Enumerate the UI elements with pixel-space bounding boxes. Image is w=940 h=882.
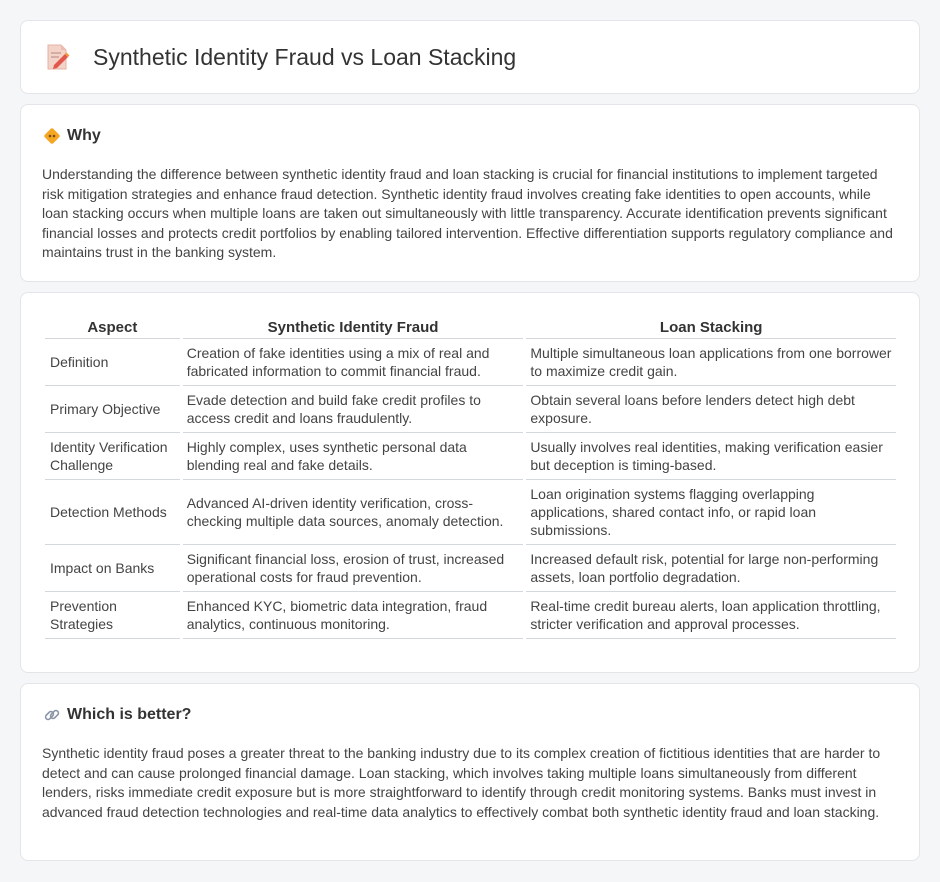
why-heading: Why	[67, 127, 101, 144]
stacking-cell: Multiple simultaneous loan applications from one borrower to maximize credit gain.	[526, 339, 896, 386]
synthetic-cell: Advanced AI-driven identity verification, cross-checking multiple data sources, anomaly detection.	[183, 480, 524, 545]
aspect-cell: Detection Methods	[45, 480, 180, 545]
column-header: Synthetic Identity Fraud	[183, 315, 524, 339]
better-heading: Which is better?	[67, 706, 192, 723]
stacking-cell: Loan origination systems flagging overlapping applications, shared contact info, or rapid loan submissions.	[526, 480, 896, 545]
diamond-warning-icon	[43, 127, 61, 145]
title-row	[45, 43, 516, 71]
stacking-cell: Obtain several loans before lenders detect high debt exposure.	[526, 386, 896, 433]
aspect-cell: Identity Verification Challenge	[45, 433, 180, 480]
page-title: Synthetic Identity Fraud vs Loan Stacking	[93, 43, 517, 70]
synthetic-cell: Enhanced KYC, biometric data integration, fraud analytics, continuous monitoring.	[183, 592, 524, 639]
why-heading-row	[43, 127, 101, 145]
table-row	[45, 592, 896, 639]
column-header: Loan Stacking	[526, 315, 896, 339]
which-is-better-section	[20, 683, 920, 861]
link-icon	[43, 706, 61, 724]
table-header-row	[45, 315, 896, 339]
aspect-cell: Prevention Strategies	[45, 592, 180, 639]
table-row	[45, 480, 896, 545]
better-text: Synthetic identity fraud poses a greater threat to the banking industry due to its complex creation of fictitious identities that are harder to detect and can cause prolonged financial damage. Loan stacking, which involves taking multiple loans simultaneously from different lenders, risks immediate credit exposure but is more straightforward to identify through credit monitoring systems. Banks must invest in advanced fraud detection technologies and real-time data analytics to effectively combat both synthetic identity fraud and loan stacking.	[42, 745, 881, 820]
synthetic-cell: Significant financial loss, erosion of trust, increased operational costs for fraud prevention.	[183, 545, 524, 592]
stacking-cell: Increased default risk, potential for large non-performing assets, loan portfolio degradation.	[526, 545, 896, 592]
aspect-cell: Definition	[45, 339, 180, 386]
table-row	[45, 433, 896, 480]
better-heading-row	[43, 706, 191, 724]
column-header: Aspect	[45, 315, 180, 339]
comparison-table	[42, 315, 899, 639]
table-row	[45, 545, 896, 592]
document-pencil-icon	[45, 43, 71, 71]
why-text: Understanding the difference between synthetic identity fraud and loan stacking is crucial for financial institutions to implement targeted risk mitigation strategies and enhance fraud detection. Synthetic identity fraud involves creating fake identities to open accounts, while loan stacking occurs when multiple loans are taken out simultaneously with little transparency. Accurate identification prevents significant financial losses and protects credit portfolios by enabling tailored intervention. Effective differentiation supports regulatory compliance and maintains trust in the banking system.	[42, 166, 893, 260]
why-section	[20, 104, 920, 282]
synthetic-cell: Highly complex, uses synthetic personal data blending real and fake details.	[183, 433, 524, 480]
table-row	[45, 386, 896, 433]
aspect-cell: Impact on Banks	[45, 545, 180, 592]
aspect-cell: Primary Objective	[45, 386, 180, 433]
synthetic-cell: Creation of fake identities using a mix of real and fabricated information to commit financial fraud.	[183, 339, 524, 386]
comparison-section	[20, 292, 920, 673]
stacking-cell: Real-time credit bureau alerts, loan application throttling, stricter verification and approval processes.	[526, 592, 896, 639]
synthetic-cell: Evade detection and build fake credit profiles to access credit and loans fraudulently.	[183, 386, 524, 433]
table-row	[45, 339, 896, 386]
stacking-cell: Usually involves real identities, making verification easier but deception is timing-based.	[526, 433, 896, 480]
title-card	[20, 20, 920, 94]
